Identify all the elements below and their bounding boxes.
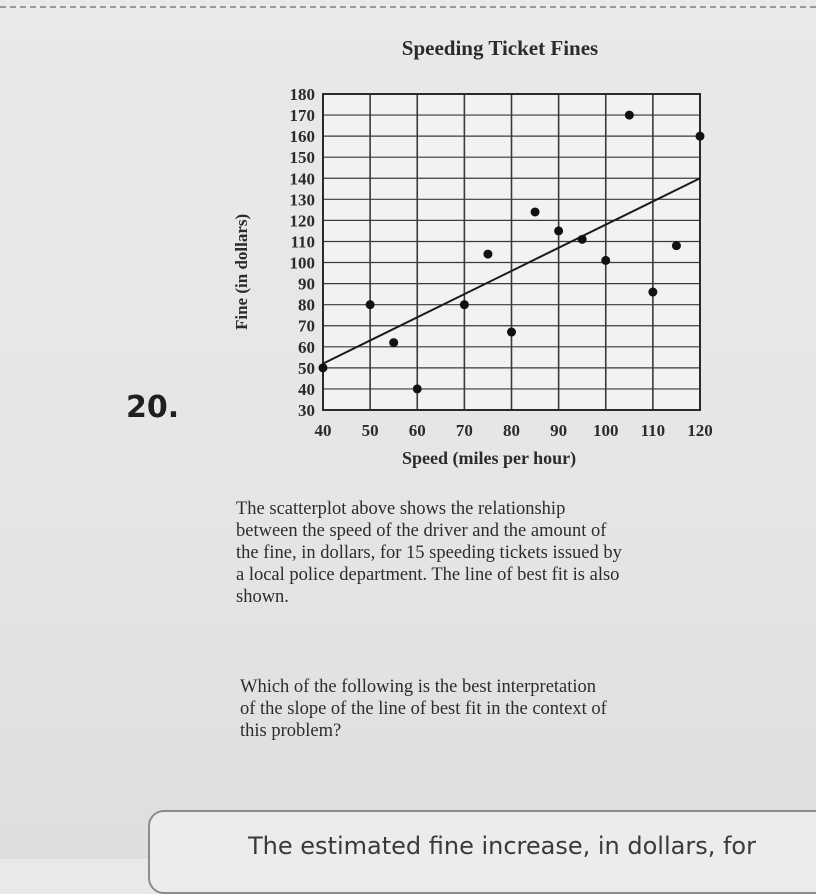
y-tick-label: 90 bbox=[298, 274, 315, 294]
data-point bbox=[460, 300, 469, 309]
y-tick-label: 120 bbox=[289, 211, 315, 231]
question-description bbox=[236, 498, 756, 608]
data-point bbox=[578, 235, 587, 244]
data-point bbox=[672, 241, 681, 250]
description-line: The scatterplot above shows the relationship bbox=[236, 499, 566, 519]
prompt-line: this problem? bbox=[240, 721, 342, 741]
y-tick-label: 140 bbox=[289, 169, 315, 189]
y-tick-label: 130 bbox=[289, 190, 315, 210]
question-number: 20. bbox=[126, 390, 180, 425]
data-point bbox=[531, 207, 540, 216]
data-point bbox=[366, 300, 375, 309]
data-point bbox=[601, 256, 610, 265]
data-point bbox=[507, 328, 516, 337]
x-axis-label: Speed (miles per hour) bbox=[402, 448, 577, 468]
data-point bbox=[389, 338, 398, 347]
data-point bbox=[319, 363, 328, 372]
y-tick-label: 160 bbox=[289, 127, 315, 147]
answer-choice-a-text[interactable]: The estimated fine increase, in dollars, for bbox=[248, 832, 756, 860]
y-tick-label: 30 bbox=[298, 401, 315, 420]
y-tick-label: 60 bbox=[298, 337, 315, 357]
y-tick-label: 50 bbox=[298, 358, 315, 378]
data-point bbox=[625, 111, 634, 120]
y-axis-label: Fine (in dollars) bbox=[232, 213, 251, 330]
question-prompt bbox=[240, 676, 740, 742]
data-point bbox=[483, 250, 492, 259]
prompt-line: Which of the following is the best interpretation bbox=[240, 677, 597, 697]
x-tick-label: 110 bbox=[640, 421, 666, 440]
x-tick-label: 100 bbox=[593, 421, 619, 440]
x-tick-label: 90 bbox=[550, 421, 568, 440]
y-tick-label: 150 bbox=[289, 148, 315, 168]
description-line: shown. bbox=[236, 587, 289, 607]
x-tick-label: 60 bbox=[408, 421, 426, 440]
x-tick-label: 120 bbox=[687, 421, 713, 440]
description-line: between the speed of the driver and the amount of bbox=[236, 521, 607, 541]
y-tick-label: 100 bbox=[289, 253, 315, 273]
description-line: a local police department. The line of best fit is also bbox=[236, 565, 620, 585]
y-tick-label: 80 bbox=[298, 295, 315, 315]
x-tick-label: 70 bbox=[455, 421, 473, 440]
x-tick-label: 80 bbox=[503, 421, 520, 440]
x-tick-label: 40 bbox=[314, 421, 332, 440]
y-tick-label: 110 bbox=[290, 232, 315, 252]
data-point bbox=[696, 132, 705, 141]
y-tick-label: 40 bbox=[298, 379, 315, 399]
y-tick-label: 70 bbox=[298, 316, 315, 336]
x-tick-label: 50 bbox=[361, 421, 379, 440]
description-line: the fine, in dollars, for 15 speeding tickets issued by bbox=[236, 543, 622, 563]
data-point bbox=[648, 288, 657, 297]
prompt-line: of the slope of the line of best fit in the context of bbox=[240, 699, 607, 719]
data-point bbox=[413, 384, 422, 393]
chart-title: Speeding Ticket Fines bbox=[401, 36, 599, 60]
y-tick-label: 180 bbox=[289, 85, 315, 104]
data-point bbox=[554, 226, 563, 235]
y-tick-label: 170 bbox=[289, 106, 315, 126]
